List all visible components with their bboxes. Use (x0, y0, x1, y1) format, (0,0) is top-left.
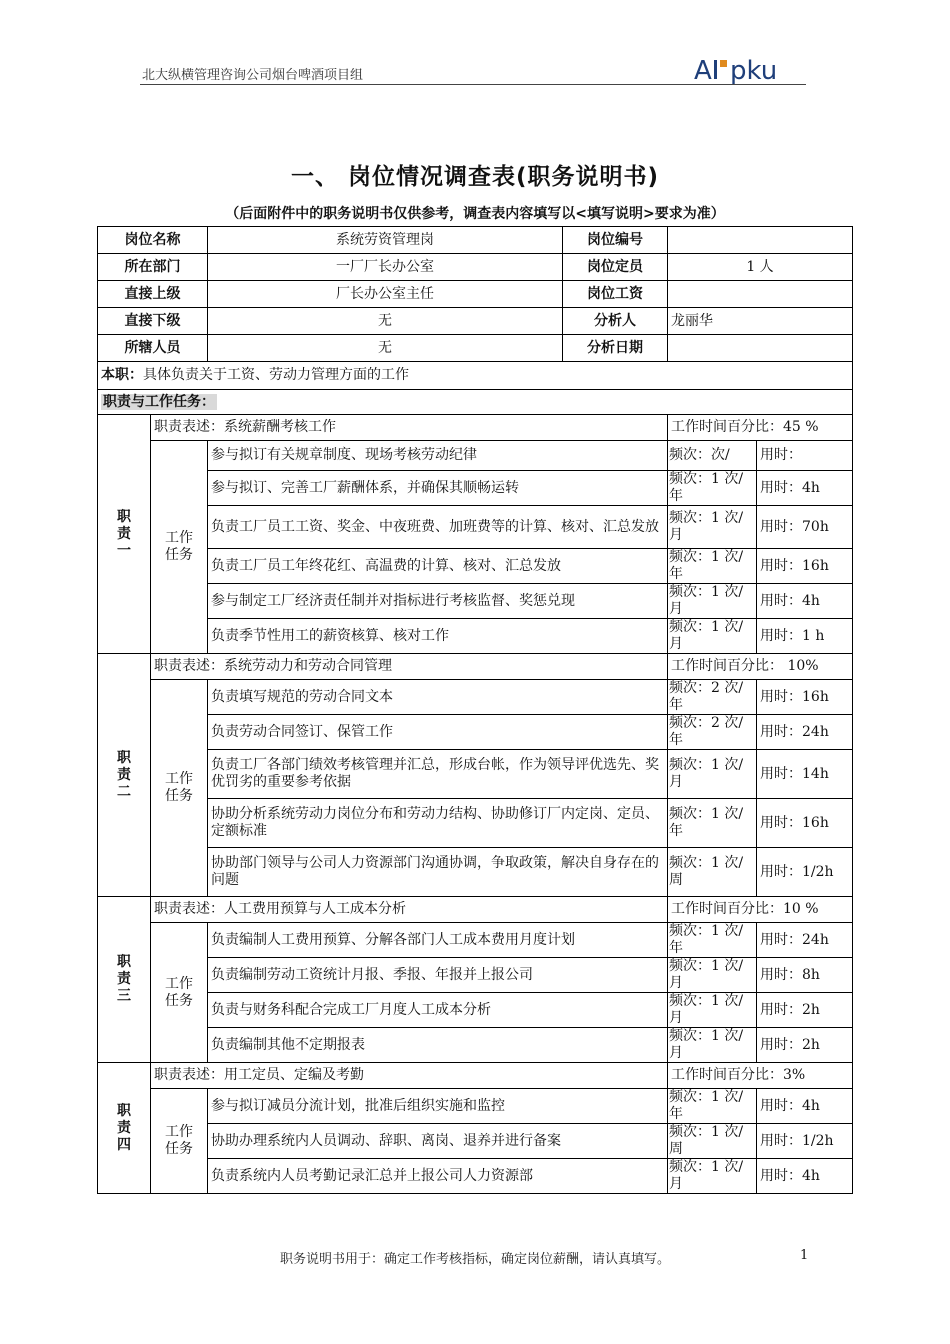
task-frequency: 频次：1 次/月 (668, 993, 757, 1028)
task-text: 参与制定工厂经济责任制并对指标进行考核监督、奖惩兑现 (208, 584, 668, 619)
task-text: 协助部门领导与公司人力资源部门沟通协调，争取政策，解决自身存在的问题 (208, 848, 668, 897)
task-time: 用时： (757, 441, 853, 471)
duty-name-char: 职 (117, 508, 131, 525)
task-text: 协助分析系统劳动力岗位分布和劳动力结构、协助修订厂内定岗、定员、定额标准 (208, 799, 668, 848)
work-task-label-2: 任务 (165, 547, 193, 563)
task-time: 用时：4h (757, 1089, 853, 1124)
label-department: 所在部门 (98, 254, 208, 281)
duty-name-char: 职 (117, 749, 131, 766)
task-text: 负责编制其他不定期报表 (208, 1028, 668, 1063)
duty-3-desc: 职责表述：人工费用预算与人工成本分析 (151, 897, 668, 923)
task-row (98, 1089, 853, 1124)
value-analysis-date (668, 335, 853, 362)
task-row (98, 506, 853, 549)
task-text: 负责劳动合同签订、保管工作 (208, 715, 668, 750)
task-time: 用时：70h (757, 506, 853, 549)
task-row (98, 584, 853, 619)
label-staff: 所辖人员 (98, 335, 208, 362)
task-text: 负责编制人工费用预算、分解各部门人工成本费用月度计划 (208, 923, 668, 958)
main-duty-value: 具体负责关于工资、劳动力管理方面的工作 (143, 367, 409, 383)
task-time: 用时：16h (757, 549, 853, 584)
task-row (98, 715, 853, 750)
instruction-note: （后面附件中的职务说明书仅供参考，调查表内容填写以<填写说明>要求为准） (225, 206, 725, 222)
header-org: 北大纵横管理咨询公司烟台啤酒项目组 (142, 68, 364, 83)
duty-name-char: 责 (117, 525, 131, 542)
value-post-code (668, 227, 853, 254)
task-row (98, 1159, 853, 1194)
task-row (98, 619, 853, 654)
task-frequency: 频次：1 次/月 (668, 750, 757, 799)
label-analyst: 分析人 (563, 308, 668, 335)
task-frequency: 频次：1 次/月 (668, 584, 757, 619)
task-row (98, 848, 853, 897)
duties-title: 职责与工作任务： (103, 393, 215, 410)
task-time: 用时：1/2h (757, 848, 853, 897)
duty-4-desc: 职责表述：用工定员、定编及考勤 (151, 1063, 668, 1089)
task-frequency: 频次：1 次/年 (668, 549, 757, 584)
duty-2-name (98, 654, 151, 897)
task-row (98, 958, 853, 993)
duty-name-char: 责 (117, 1119, 131, 1136)
task-frequency: 频次：1 次/月 (668, 506, 757, 549)
task-frequency: 频次：1 次/年 (668, 471, 757, 506)
task-row (98, 993, 853, 1028)
task-text: 参与拟订、完善工厂薪酬体系，并确保其顺畅运转 (208, 471, 668, 506)
task-frequency: 频次：1 次/周 (668, 1124, 757, 1159)
task-row (98, 680, 853, 715)
task-text: 负责工厂员工工资、奖金、中夜班费、加班费等的计算、核对、汇总发放 (208, 506, 668, 549)
task-time: 用时：2h (757, 993, 853, 1028)
duty-name-char: 一 (117, 542, 131, 559)
task-row (98, 471, 853, 506)
main-duty-label: 本职： (101, 367, 143, 383)
work-task-label-2: 任务 (165, 1141, 193, 1157)
task-time: 用时：1 h (757, 619, 853, 654)
task-text: 负责工厂各部门绩效考核管理并汇总，形成台帐，作为领导评优选先、奖优罚劣的重要参考依据 (208, 750, 668, 799)
task-row (98, 750, 853, 799)
task-frequency: 频次：1 次/月 (668, 619, 757, 654)
duty-2-desc: 职责表述：系统劳动力和劳动合同管理 (151, 654, 668, 680)
duty-name-char: 责 (117, 971, 131, 987)
duty-1-name (98, 415, 151, 654)
task-time: 用时：16h (757, 680, 853, 715)
task-row (98, 1028, 853, 1063)
task-row (98, 923, 853, 958)
task-text: 负责季节性用工的薪资核算、核对工作 (208, 619, 668, 654)
value-quota: 1 人 (668, 254, 853, 281)
work-task-label (151, 923, 208, 1063)
work-task-label-2: 任务 (165, 992, 193, 1009)
job-survey-table (97, 226, 853, 1194)
task-frequency: 频次：2 次/年 (668, 680, 757, 715)
task-text: 负责编制劳动工资统计月报、季报、年报并上报公司 (208, 958, 668, 993)
duty-1-desc: 职责表述：系统薪酬考核工作 (151, 415, 668, 441)
task-time: 用时：2h (757, 1028, 853, 1063)
duty-3-name (98, 897, 151, 1063)
duty-name-char: 职 (117, 1102, 131, 1119)
task-text: 参与拟订有关规章制度、现场考核劳动纪律 (208, 441, 668, 471)
work-task-label-1: 工作 (165, 975, 193, 992)
duty-name-char: 职 (117, 954, 131, 970)
task-frequency: 频次：1 次/月 (668, 1159, 757, 1194)
task-text: 负责系统内人员考勤记录汇总并上报公司人力资源部 (208, 1159, 668, 1194)
task-time: 用时：4h (757, 471, 853, 506)
value-analyst: 龙丽华 (668, 308, 853, 335)
work-task-label (151, 1089, 208, 1194)
task-text: 参与拟订减员分流计划，批准后组织实施和监控 (208, 1089, 668, 1124)
task-text: 负责填写规范的劳动合同文本 (208, 680, 668, 715)
duty-4-name (98, 1063, 151, 1194)
task-frequency: 频次：1 次/月 (668, 1028, 757, 1063)
work-task-label (151, 680, 208, 897)
label-post-name: 岗位名称 (98, 227, 208, 254)
value-post-name: 系统劳资管理岗 (208, 227, 563, 254)
work-task-label-1: 工作 (165, 1124, 193, 1140)
task-time: 用时：8h (757, 958, 853, 993)
label-salary: 岗位工资 (563, 281, 668, 308)
label-post-code: 岗位编号 (563, 227, 668, 254)
task-frequency: 频次：1 次/年 (668, 923, 757, 958)
work-task-label-2: 任务 (165, 788, 193, 804)
task-text: 协助办理系统内人员调动、辞职、离岗、退养并进行备案 (208, 1124, 668, 1159)
duty-name-char: 四 (117, 1136, 131, 1153)
duty-2-time-pct: 工作时间百分比： 10% (668, 654, 853, 680)
duty-4-time-pct: 工作时间百分比：3% (668, 1063, 853, 1089)
page-number: 1 (800, 1248, 809, 1263)
task-time: 用时：24h (757, 923, 853, 958)
duty-name-char: 三 (117, 988, 131, 1004)
task-frequency: 频次：1 次/周 (668, 848, 757, 897)
task-time: 用时：4h (757, 584, 853, 619)
task-frequency: 频次：次/ (668, 441, 757, 471)
label-quota: 岗位定员 (563, 254, 668, 281)
svg-text:pku: pku (730, 56, 778, 86)
task-time: 用时：4h (757, 1159, 853, 1194)
page-title: 一、 岗位情况调查表(职务说明书) (290, 164, 660, 190)
work-task-label-1: 工作 (165, 530, 193, 546)
task-row (98, 799, 853, 848)
duties-title-row (98, 390, 853, 415)
main-duty-row (98, 362, 853, 390)
duty-name-char: 二 (117, 783, 131, 800)
value-salary (668, 281, 853, 308)
task-time: 用时：14h (757, 750, 853, 799)
label-analysis-date: 分析日期 (563, 335, 668, 362)
task-frequency: 频次：1 次/年 (668, 1089, 757, 1124)
label-superior: 直接上级 (98, 281, 208, 308)
value-subordinate: 无 (208, 308, 563, 335)
value-staff: 无 (208, 335, 563, 362)
footer-text: 职务说明书用于：确定工作考核指标，确定岗位薪酬，请认真填写。 (279, 1252, 670, 1267)
work-task-label (151, 441, 208, 654)
header-rule (140, 84, 806, 85)
value-department: 一厂厂长办公室 (208, 254, 563, 281)
task-text: 负责与财务科配合完成工厂月度人工成本分析 (208, 993, 668, 1028)
task-frequency: 频次：1 次/年 (668, 799, 757, 848)
task-time: 用时：1/2h (757, 1124, 853, 1159)
task-time: 用时：24h (757, 715, 853, 750)
duty-name-char: 责 (117, 766, 131, 783)
task-row (98, 549, 853, 584)
task-frequency: 频次：1 次/月 (668, 958, 757, 993)
duty-1-time-pct: 工作时间百分比：45 % (668, 415, 853, 441)
duty-3-time-pct: 工作时间百分比：10 % (668, 897, 853, 923)
task-frequency: 频次：2 次/年 (668, 715, 757, 750)
task-time: 用时：16h (757, 799, 853, 848)
value-superior: 厂长办公室主任 (208, 281, 563, 308)
task-row (98, 441, 853, 471)
task-row (98, 1124, 853, 1159)
work-task-label-1: 工作 (165, 771, 193, 787)
allpku-logo (692, 54, 807, 86)
task-text: 负责工厂员工年终花红、高温费的计算、核对、汇总发放 (208, 549, 668, 584)
label-subordinate: 直接下级 (98, 308, 208, 335)
svg-text:A: A (694, 56, 712, 86)
